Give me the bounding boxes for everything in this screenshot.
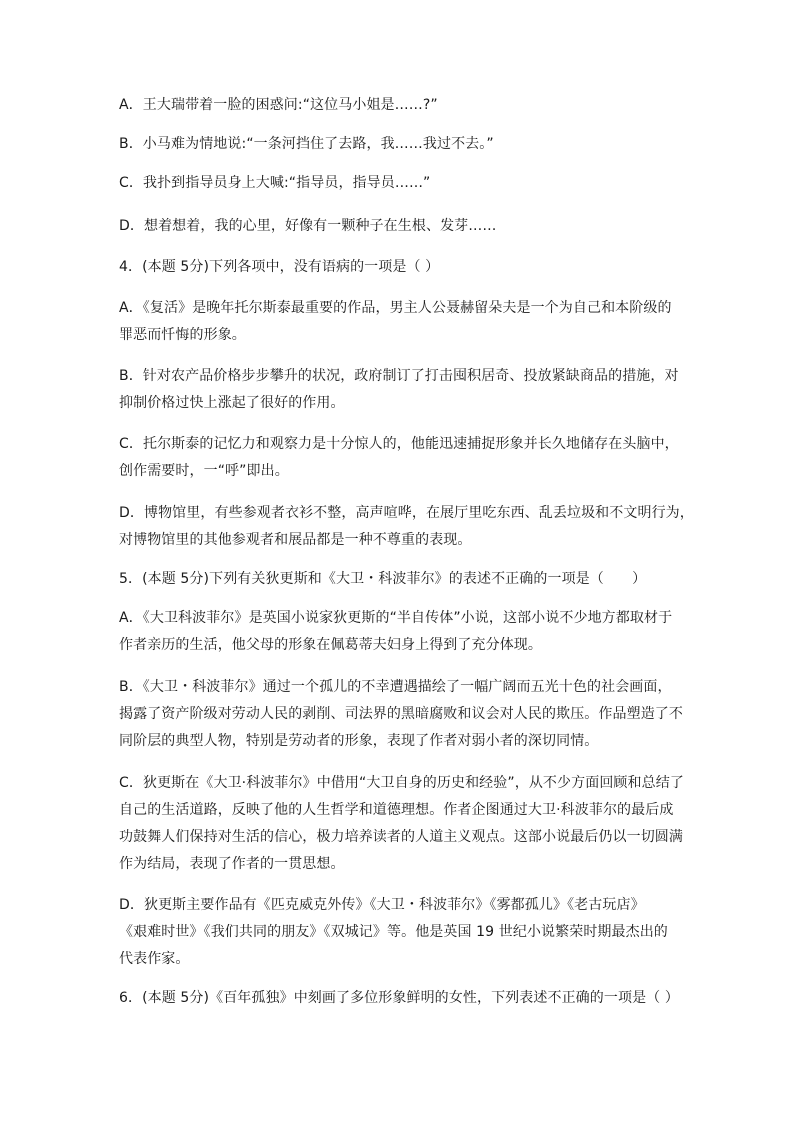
- q4-option-a-line1: A．《复活》是晚年托尔斯泰最重要的作品，男主人公聂赫留朵夫是一个为自己和本阶级的: [119, 300, 672, 316]
- q4-option-d-line2: 对博物馆里的其他参观者和展品都是一种不尊重的表现。: [119, 532, 472, 548]
- option-b-line: B．小马难为情地说:“一条河挡住了去路，我……我过不去。”: [119, 136, 494, 152]
- q5-option-b-line2: 揭露了资产阶级对劳动人民的剥削、司法界的黑暗腐败和议会对人民的欺压。作品塑造了不: [119, 706, 683, 722]
- question-6-stem: 6．(本题 5分)《百年孤独》中刻画了多位形象鲜明的女性，下列表述不正确的一项是（ ）: [119, 990, 679, 1006]
- q5-option-d-line2: 《艰难时世》《我们共同的朋友》《双城记》等。他是英国 19 世纪小说繁荣时期最杰出的: [119, 924, 668, 940]
- q4-option-b-line2: 抑制价格过快上涨起了很好的作用。: [119, 395, 345, 411]
- q4-option-c-line1: C．托尔斯泰的记忆力和观察力是十分惊人的，他能迅速捕捉形象并长久地储存在头脑中，: [119, 436, 679, 452]
- q5-option-b-line3: 同阶层的典型人物，特别是劳动者的形象，表现了作者对弱小者的深切同情。: [119, 733, 599, 749]
- q4-option-c-line2: 创作需要时，一“呼”即出。: [119, 463, 289, 479]
- q5-option-a-line1: A．《大卫科波菲尔》是英国小说家狄更斯的“半自传体”小说，这部小说不少地方都取材于: [119, 610, 673, 626]
- q4-option-d-line1: D．博物馆里，有些参观者衣衫不整，高声喧哗，在展厅里吃东西、乱丢垃圾和不文明行为，: [119, 505, 694, 521]
- q5-option-c-line4: 作为结局，表现了作者的一贯思想。: [119, 856, 345, 872]
- q4-option-b-line1: B．针对农产品价格步步攀升的状况，政府制订了打击囤积居奇、投放紧缺商品的措施，对: [119, 368, 679, 384]
- option-d-line: D．想着想着，我的心里，好像有一颗种子在生根、发芽……: [119, 218, 497, 234]
- q5-option-c-line3: 功鼓舞人们保持对生活的信心，极力培养读者的人道主义观点。这部小说最后仍以一切圆满: [119, 829, 683, 845]
- q5-option-b-line1: B．《大卫・科波菲尔》通过一个孤儿的不幸遭遇描绘了一幅广阔而五光十色的社会画面，: [119, 679, 672, 695]
- q4-option-a-line2: 罪恶而忏悔的形象。: [119, 327, 246, 343]
- question-4-stem: 4．(本题 5分)下列各项中，没有语病的一项是（ ）: [119, 259, 440, 275]
- q5-option-c-line1: C．狄更斯在《大卫·科波菲尔》中借用“大卫自身的历史和经验”，从不少方面回顾和总结了: [119, 775, 684, 791]
- option-c-line: C．我扑到指导员身上大喊:“指导员，指导员……”: [119, 175, 431, 191]
- q5-option-a-line2: 作者亲历的生活，他父母的形象在佩葛蒂夫妇身上得到了充分体现。: [119, 637, 542, 653]
- question-5-stem: 5．(本题 5分)下列有关狄更斯和《大卫・科波菲尔》的表述不正确的一项是（ ）: [119, 571, 647, 587]
- option-a-line: A．王大瑞带着一脸的困惑问:“这位马小姐是……?”: [119, 97, 438, 113]
- q5-option-d-line3: 代表作家。: [119, 951, 190, 967]
- q5-option-c-line2: 自己的生活道路，反映了他的人生哲学和道德理想。作者企图通过大卫·科波菲尔的最后成: [119, 802, 674, 818]
- q5-option-d-line1: D．狄更斯主要作品有《匹克威克外传》《大卫・科波菲尔》《雾都孤儿》《老古玩店》: [119, 897, 645, 913]
